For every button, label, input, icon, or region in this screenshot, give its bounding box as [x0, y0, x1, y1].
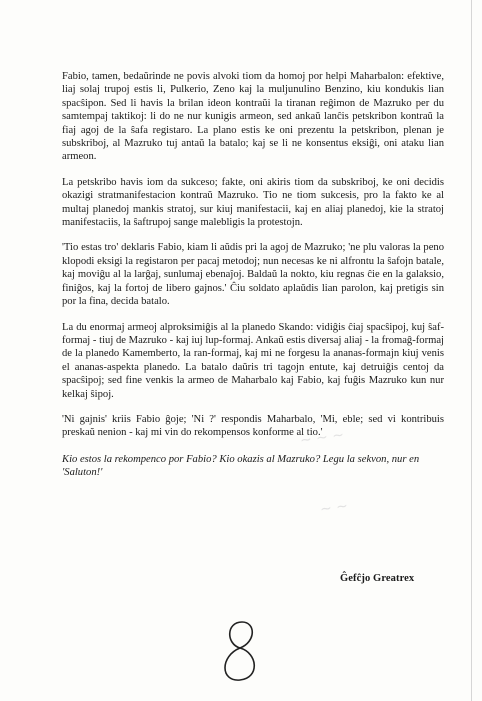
- paragraph-3: 'Tio estas tro' deklaris Fabio, kiam li aŭdis pri la agoj de Mazruko; 'ne plu valoras la peno klopodi eksigi la registaron per pacaj metodoj; nun necesas ke ni alfrontu la ŝafojn batale, kaj moviĝu al la larĝaj, sunlumaj ebenaĵoj. Baldaŭ la nokto, kiu regnas ĉie en la galaksio, finiĝos, kaj la fortoj de libero gajnos.' Ĉiu soldato aplaŭdis lian parolon, kaj pretigis sin por la fina, decida batalo.: [62, 242, 444, 308]
- page-edge: [471, 0, 472, 701]
- article-body: [62, 70, 444, 492]
- closing-question: Kio estos la rekompenco por Fabio? Kio okazis al Mazruko? Legu la sekvon, nur en 'Saluton!': [62, 453, 420, 479]
- author-signature: Ĝefĉjo Greatrex: [340, 573, 415, 584]
- bleed-through-mark: ~ ~: [319, 498, 349, 518]
- paragraph-2: La petskribo havis iom da sukceso; fakte, oni akiris tiom da subskriboj, ke oni decidis okazigi stratmanifestacion kontraŭ Mazruko. Tio ne tiom sukcesis, pro la fakto ke al multaj planedoj mankis stratoj, sur kiuj manifestacii, kaj en aliaj planedoj, kie la stratoj manifestaciis, la ŝaftrupoj sange malebligis la protestojn.: [62, 176, 444, 229]
- paragraph-4: La du enormaj armeoj alproksimiĝis al la planedo Skando: vidiĝis ĉiaj spacŝipoj, kuj ŝaf-formaj - tiuj de Mazruko - kaj iuj lup-formaj. Ankaŭ estis diversaj aliaj - la fromaĝ-formaj de la planedo Kamemberto, la ran-formaj, kaj mi ne forgesu la ananas-formajn kiuj venis el ananas-aspekta planedo. La batalo daŭris tri tagojn entute, kaj detruiĝis centoj da spacŝipoj; sed fine venkis la armeo de Maharbalo kaj Fabio, kaj fuĝis Mazruko kun nur kelkaj ŝipoj.: [62, 321, 444, 400]
- bleed-through-mark: ~ ~ ~: [299, 427, 345, 449]
- paragraph-1: Fabio, tamen, bedaŭrinde ne povis alvoki tiom da homoj por helpi Maharbalon: efektive, liaj solaj trupoj estis li, Pulkerio, Zeno kaj la muljunulino Benzino, kiu kondukis lian spacŝipon. Sed li havis la brilan ideon kontraŭi la tiranan reĝimon de Mazruko per du samtempaj taktikoj: li do ne nur kunigis armeon, sed ankaŭ lanĉis petskribon kontraŭ la fiaj agoj de la ŝafa registaro. La plano estis ke oni prezentu la petskribon, plenan je subskriboj, al Mazruko tuj antaŭ la batalo; kaj se li ne konsentus eksiĝi, oni ataku lian armeon.: [62, 71, 444, 163]
- paragraph-5: 'Ni gajnis' kriis Fabio ĝoje; 'Ni ?' respondis Maharbalo, 'Mi, eble; sed vi kontribuis preskaŭ nenion - kaj mi vin do rekompensos konforme al tio.': [62, 413, 444, 439]
- handwritten-page-number: [206, 616, 276, 686]
